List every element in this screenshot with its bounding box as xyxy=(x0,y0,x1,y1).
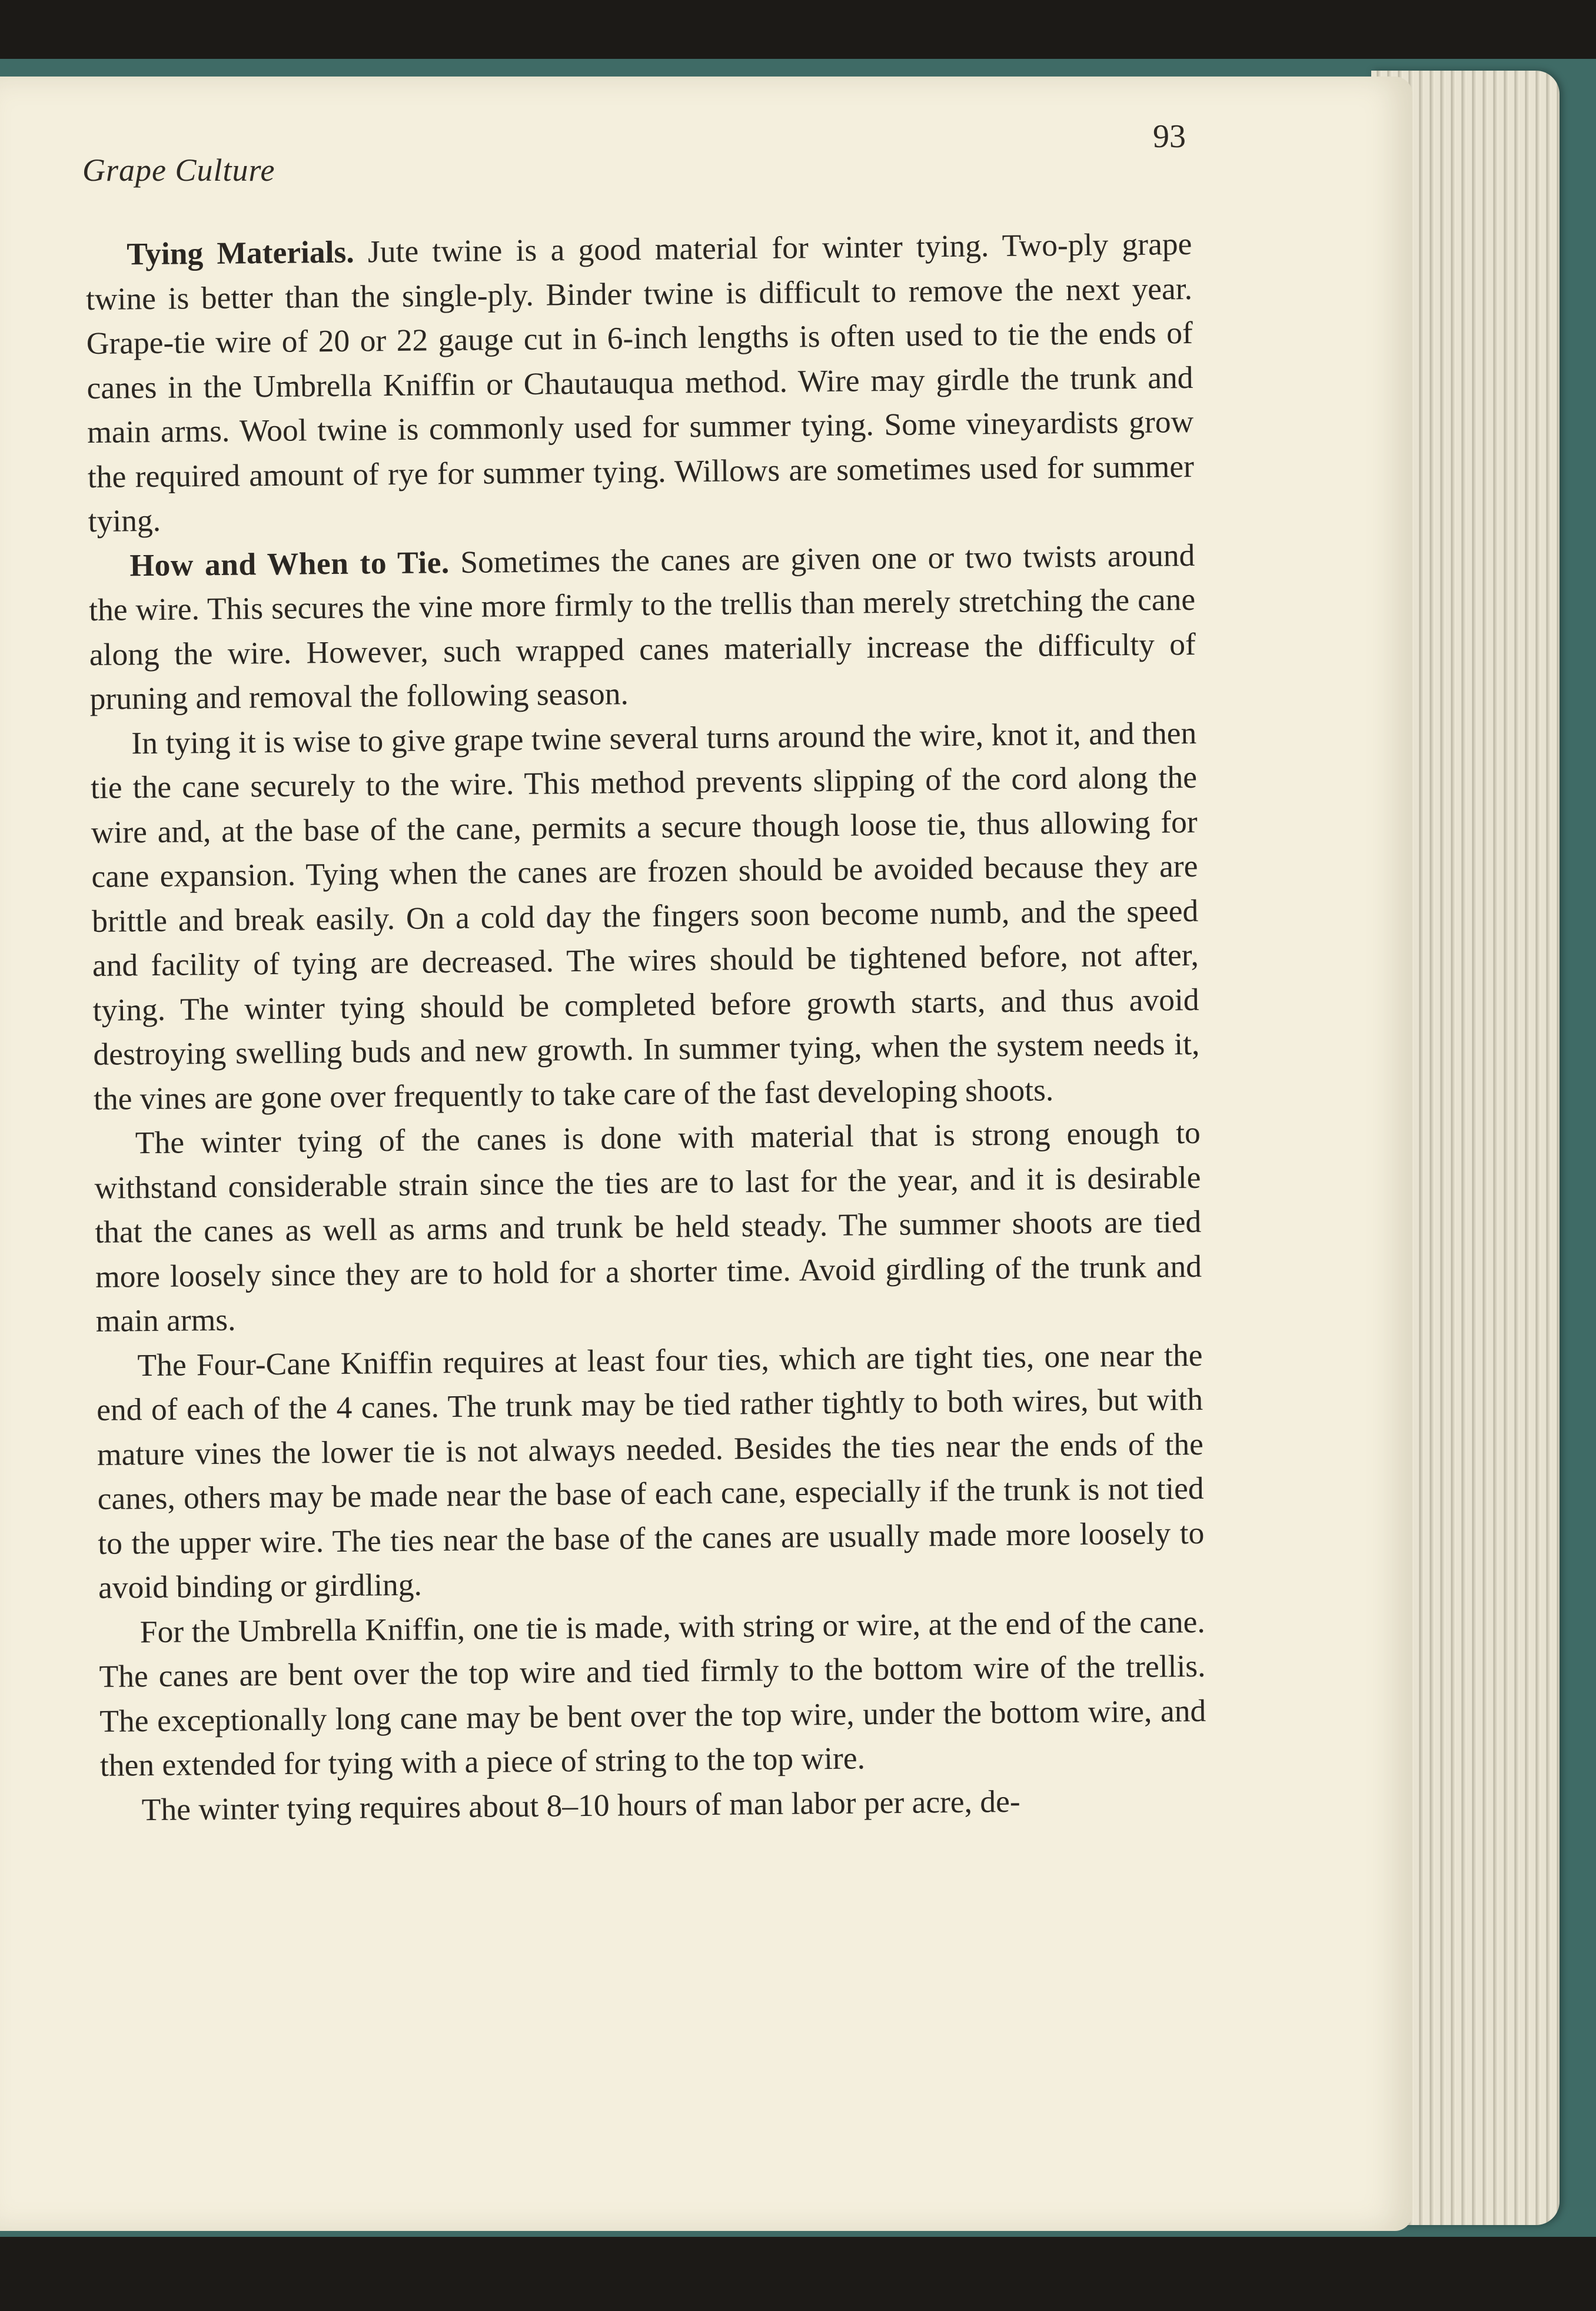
paragraph: The winter tying of the canes is done with material that is strong enough to withstand considerable strain since the ties are to last for the year, and it is desirable that the canes as well as arms and trunk be held steady. The summer shoots are tied more loosely since they are to hold for a shorter time. Avoid girdling of the trunk and main arms. xyxy=(94,1114,1202,1339)
paragraph-tying-materials xyxy=(85,222,1195,544)
page-header xyxy=(82,118,1186,188)
paragraph: For the Umbrella Kniffin, one tie is made, with string or wire, at the end of the cane. The canes are bent over the top wire and tied firmly to the bottom wire of the trellis. The exceptionally long cane may be bent over the top wire, under the bottom wire, and then extended for tying with a piece of string to the top wire. xyxy=(99,1603,1206,1783)
page-number: 93 xyxy=(1153,118,1186,155)
paragraph: In tying it is wise to give grape twine several turns around the wire, knot it, and then tie the cane securely to the wire. This method prevents slipping of the cord along the wire and, at the base of the cane, permits a secure though loose tie, thus allowing for cane expansion. Tying when the canes are frozen should be avoided because they are brittle and break easily. On a cold day the fingers soon become numb, and the speed and facility of tying are decreased. The wires should be tightened before, not after, tying. The winter tying should be completed before growth starts, and thus avoid destroying swelling buds and new growth. In summer tying, when the system needs it, the vines are gone over frequently to take care of the fast developing shoots. xyxy=(90,715,1200,1117)
paragraph-text: Sometimes the canes are given one or two twists around the wire. This secures the vine more firmly to the trellis than merely stretching the cane along the wire. However, such wrapped canes materially increase the difficulty of pruning and removal the following season. xyxy=(88,537,1196,716)
paragraph-text: Jute twine is a good material for winter tying. Two-ply grape twine is better than the single-ply. Binder twine is difficult to remove the next year. Grape-tie wire of 20 or 22 gauge cut in 6-inch lengths is often used to tie the ends of canes in the Umbrella Kniffin or Chautauqua method. Wire may girdle the trunk and main arms. Wool twine is commonly used for summer tying. Some vineyardists grow the required amount of rye for summer tying. Willows are sometimes used for summer tying. xyxy=(85,225,1195,539)
text-body xyxy=(85,222,1207,1832)
paragraph: The Four-Cane Kniffin requires at least four ties, which are tight ties, one near the end of each of the 4 canes. The trunk may be tied rather tightly to both wires, but with mature vines the lower tie is not always needed. Besides the ties near the ends of the canes, others may be made near the base of each cane, especially if the trunk is not tied to the upper wire. The ties near the base of the canes are usually made more loosely to avoid binding or girdling. xyxy=(96,1337,1205,1605)
section-heading: How and When to Tie. xyxy=(129,544,450,583)
paragraph-last: The winter tying requires about 8–10 hours of man labor per acre, de- xyxy=(141,1783,1020,1827)
running-head: Grape Culture xyxy=(82,152,275,188)
paragraph-how-when-to-tie xyxy=(88,533,1196,721)
section-heading: Tying Materials. xyxy=(127,234,354,272)
